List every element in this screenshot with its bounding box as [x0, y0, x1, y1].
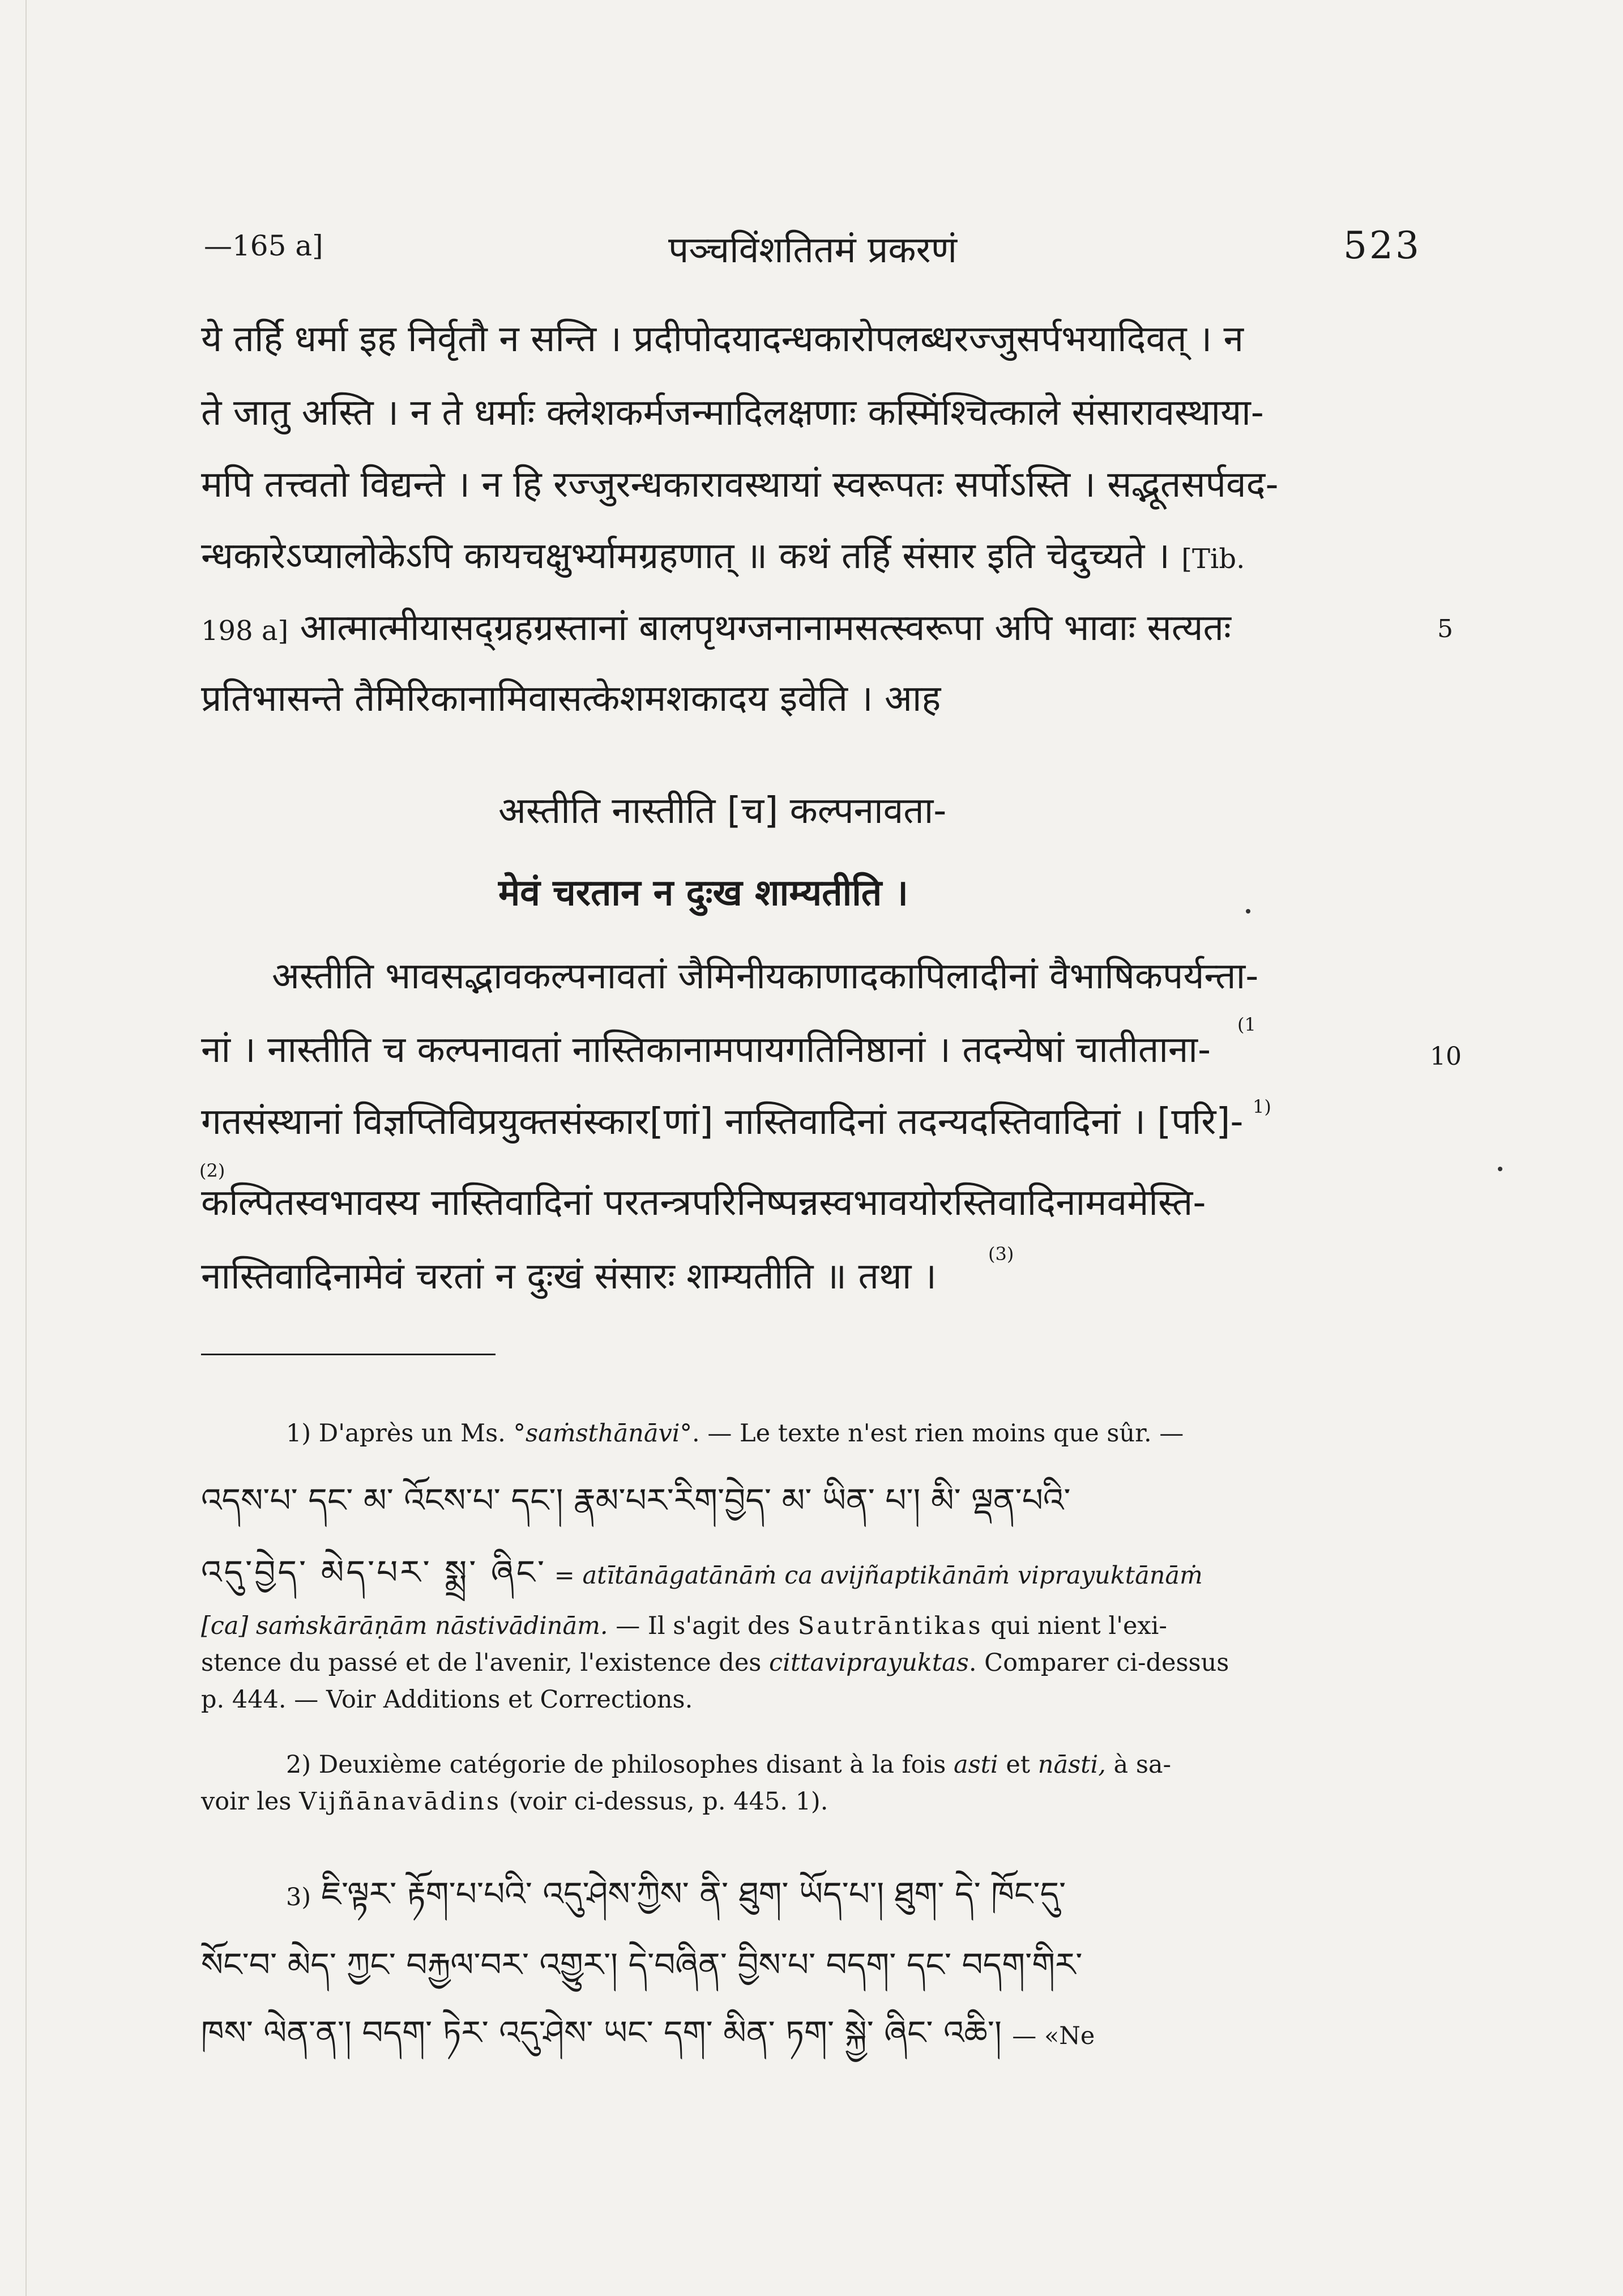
line-number-10: 10	[1430, 1042, 1462, 1071]
fn3-french-start: — «Ne	[1012, 2022, 1095, 2050]
footnote-1-tibetan-1: འདས་པ་ དང་ མ་ འོངས་པ་ དང་། རྣམ་པར་རིག་བྱེད་ མ་ ཡིན་ པ་། མི་ ལྡན་པའི་	[201, 1481, 1071, 1520]
header-title: पञ्चविंशतितमं प्रकरणं	[668, 229, 957, 271]
fn2-text: et	[1006, 1751, 1031, 1779]
commentary-line-4: कल्पितस्वभावस्य नास्तिवादिनां परतन्त्रपरिनिष्पन्नस्वभावयोरस्तिवादिनामवमेस्ति-	[201, 1182, 1206, 1224]
fn2-text: (voir ci-dessus, p. 445. 1).	[509, 1787, 828, 1816]
footnote-ref-2: (2)	[199, 1160, 225, 1181]
text-line-5-main: आत्मात्मीयासद्ग्रहग्रस्तानां बालपृथग्जनानामसत्स्वरूपा अपि भावाः सत्यतः	[300, 607, 1231, 649]
verse-line-1: अस्तीति नास्तीति [च] कल्पनावता-	[498, 790, 947, 832]
fn3-tibetan-3: ཁས་ ལེན་ན་། བདག་ ཏེར་ འདུ་ཤེས་ ཡང་ དག་ མིན་ ཏག་ སྐྱེ་ ཞིང་ འཆི་།	[201, 2013, 1002, 2052]
footnote-1-line-3	[201, 1555, 1402, 1593]
fn2-school: Vijñānavādins	[299, 1787, 502, 1816]
footnote-1-line-6: p. 444. — Voir Additions et Corrections.	[201, 1685, 693, 1714]
footnote-3-line-2: སོང་བ་ མེད་ ཀྱང་ བརྐྱལ་བར་ འགྱུར་། དེ་བཞིན་ བྱིས་པ་ བདག་ དང་ བདག་གིར་	[201, 1945, 1083, 1984]
page-number: 523	[1343, 224, 1421, 267]
footnote-1-line-5	[201, 1645, 1402, 1680]
fn1-ms-reading: saṁsthānāvi	[526, 1419, 680, 1448]
commentary-line-2: नां । नास्तीति च कल्पनावतां नास्तिकानामपायगतिनिष्ठानां । तदन्येषां चातीताना-	[201, 1029, 1211, 1071]
fn1-school: Sautrāntikas	[797, 1612, 983, 1640]
fn2-term-nasti: nāsti,	[1037, 1751, 1106, 1779]
fn3-tibetan-1: ཇི་ལྟར་ རྟོག་པ་པའི་ འདུ་ཤེས་ཀྱིས་ ནི་ ཐུག་ ཡོད་པ་། ཐུག་ དེ་ ཁོང་དུ་	[321, 1875, 1066, 1913]
fn1-text: qui nient l'exi-	[990, 1612, 1167, 1640]
footnote-1-line-1	[201, 1416, 1390, 1451]
commentary-line-1: अस्तीति भावसद्भावकल्पनावतां जैमिनीयकाणादकापिलादीनां वैभाषिकपर्यन्ता-	[272, 955, 1259, 997]
tib-reference: [Tib.	[1181, 543, 1245, 575]
fn1-sanskrit-term: [ca] saṁskārāṇām nāstivādinām.	[201, 1612, 608, 1640]
verse-line-2: मेवं चरतान न दुःख शाम्यतीति ।	[498, 872, 908, 914]
scan-edge	[25, 0, 27, 2296]
text-line-1: ये तर्हि धर्मा इह निर्वृतौ न सन्ति । प्रदीपोदयादन्धकारोपलब्धरज्जुसर्पभयादिवत् । न	[201, 318, 1244, 360]
fn2-text: 2) Deuxième catégorie de philosophes disant à la fois	[286, 1751, 946, 1779]
text-line-6: प्रतिभासन्ते तैमिरिकानामिवासत्केशमशकादय इवेति । आह	[201, 678, 941, 720]
fn2-term-asti: asti	[953, 1751, 998, 1779]
fn1-text: . Comparer ci-dessus	[968, 1649, 1229, 1677]
fn1-text: — Il s'agit des	[616, 1612, 791, 1640]
fn2-text: à sa-	[1113, 1751, 1172, 1779]
commentary-line-5: नास्तिवादिनामेवं चरतां न दुःखं संसारः शाम्यतीति ॥ तथा ।	[201, 1256, 937, 1298]
text-line-5	[201, 592, 1424, 667]
footnote-2-line-1	[201, 1747, 1402, 1782]
text-line-3: मपि तत्त्वतो विद्यन्ते । न हि रज्जुरन्धकारावस्थायां स्वरूपतः सर्पोऽस्ति । सद्भूतसर्पवद-	[201, 464, 1279, 506]
footnote-separator	[201, 1354, 496, 1355]
text-line-4	[201, 520, 1424, 595]
footnote-3-line-3	[201, 1996, 1402, 2089]
fn1-text-end: °. — Le texte n'est rien moins que sûr. —	[680, 1419, 1184, 1448]
fn1-term: cittaviprayuktas	[769, 1649, 969, 1677]
fn1-transliteration: = atītānāgatānāṁ ca avijñaptikānāṁ viprayuktānāṁ	[554, 1561, 1203, 1590]
line-number-5: 5	[1437, 614, 1453, 643]
print-speck	[1246, 909, 1250, 914]
fn1-text: 1) D'après un Ms. °	[286, 1419, 526, 1448]
fn2-text: voir les	[201, 1787, 292, 1816]
fn3-number: 3)	[286, 1883, 311, 1911]
running-header	[204, 224, 1421, 275]
fn1-tibetan-2: འདུ་བྱེད་ མེད་པར་ སྨྲ་ ཞིང་	[201, 1553, 547, 1591]
footnote-ref-3: (3)	[988, 1243, 1014, 1265]
commentary-line-3: गतसंस्थानां विज्ञप्तिविप्रयुक्तसंस्कार[णां] नास्तिवादिनां तदन्यदस्तिवादिनां । [परि]-	[201, 1101, 1244, 1143]
text-line-4-main: न्धकारेऽप्यालोकेऽपि कायचक्षुर्भ्यामग्रहणात् ॥ कथं तर्हि संसार इति चेदुच्यते ।	[201, 535, 1170, 577]
fn1-text: stence du passé et de l'avenir, l'existence des	[201, 1649, 762, 1677]
tib-folio: 198 a]	[201, 615, 289, 647]
footnote-ref-1-open: (1	[1237, 1014, 1256, 1035]
footnote-2-line-2	[201, 1784, 1390, 1819]
header-section-ref: —165 a]	[204, 229, 323, 262]
footnote-ref-1: 1)	[1253, 1096, 1271, 1117]
footnote-1-line-4	[201, 1608, 1402, 1644]
text-line-2: ते जातु अस्ति । न ते धर्माः क्लेशकर्मजन्मादिलक्षणाः कस्मिंश्चित्काले संसारावस्थाया-	[201, 392, 1264, 434]
print-speck	[1498, 1167, 1502, 1171]
